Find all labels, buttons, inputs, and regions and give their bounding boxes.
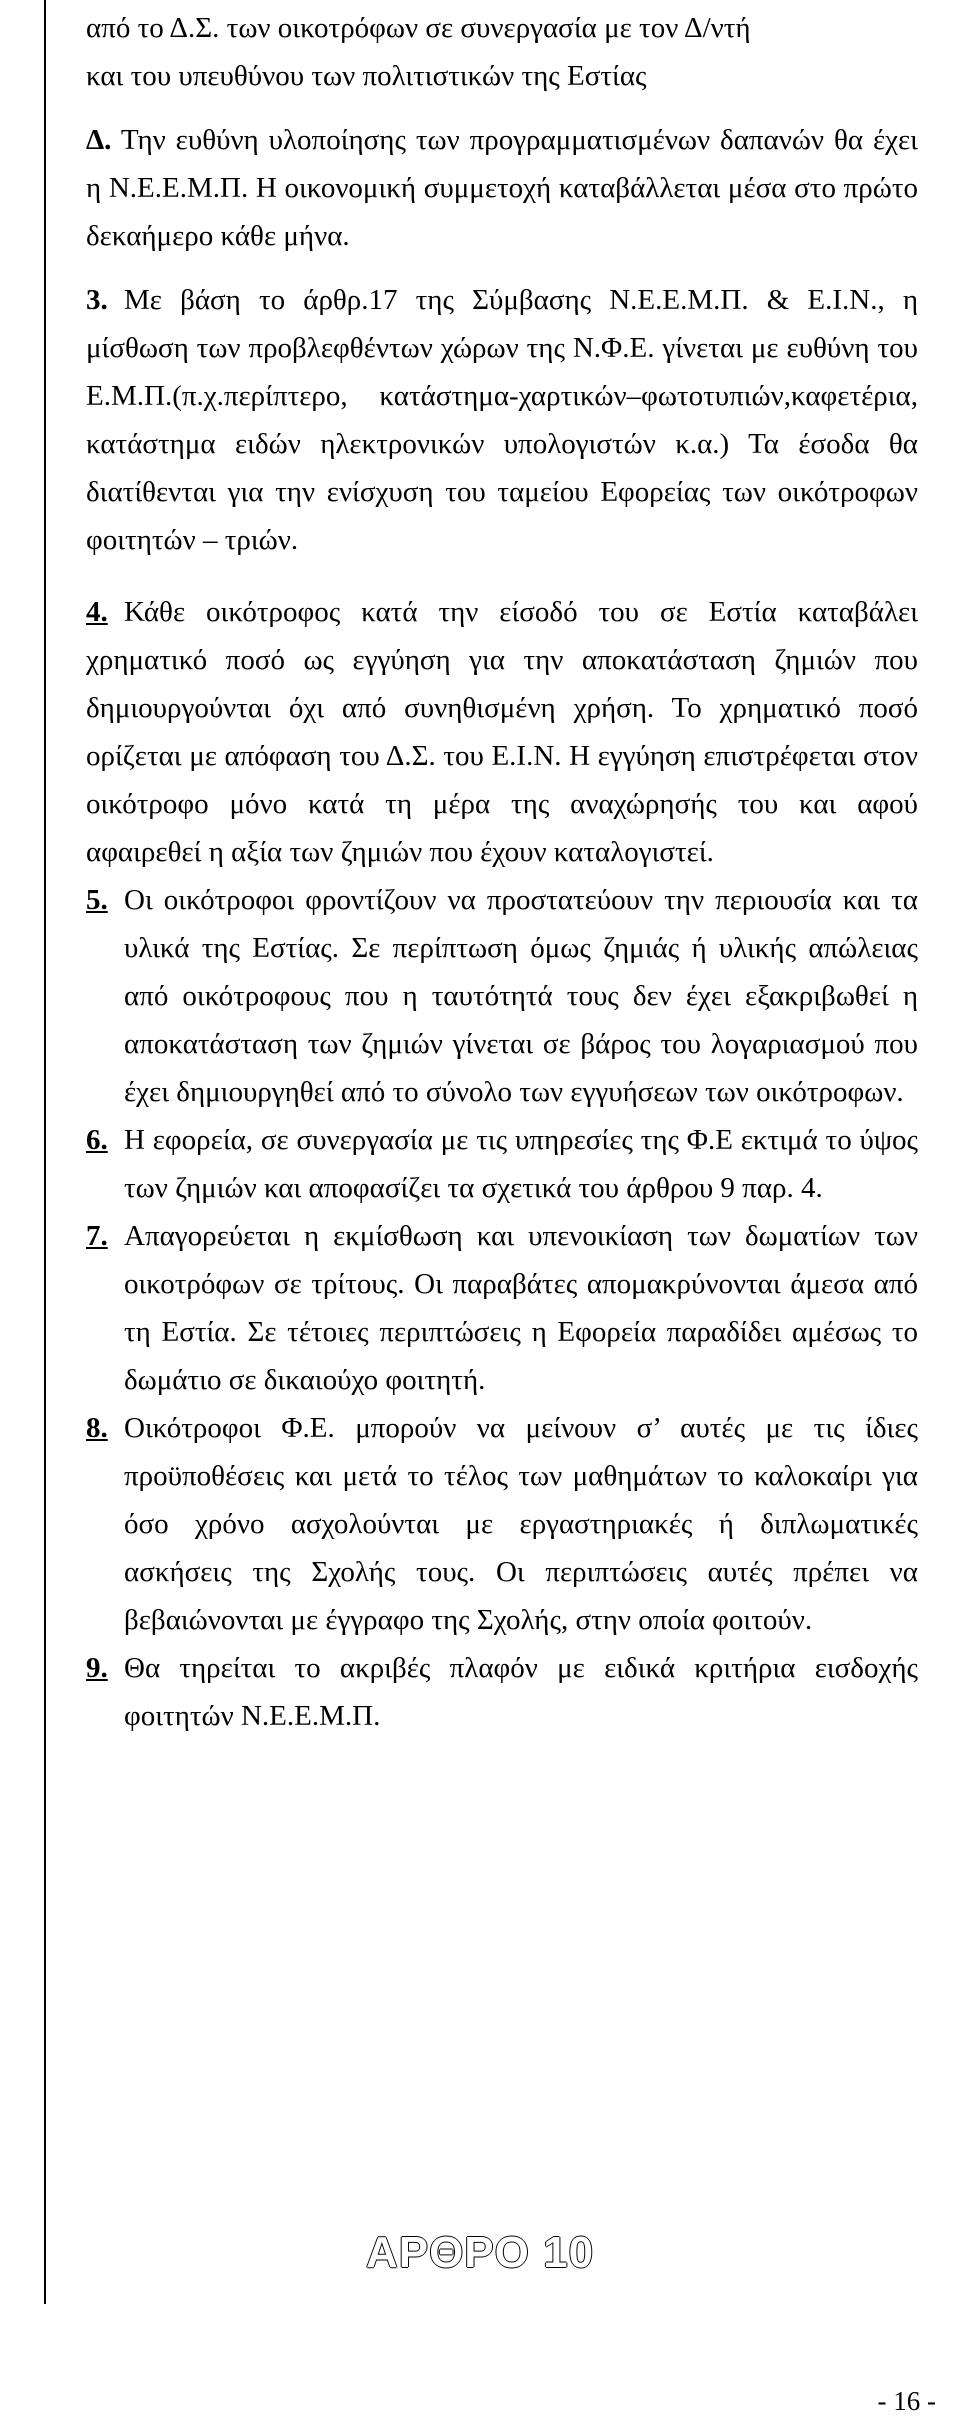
item-number: 7.: [86, 1220, 108, 1252]
item-number: 5.: [86, 884, 108, 916]
article-item-3: [86, 276, 918, 564]
delta-text: Την ευθύνη υλοποίησης των προγραμματισμένων δαπανών θα έχει η Ν.Ε.Ε.Μ.Π. Η οικονομική συμμετοχή καταβάλλεται μέσα στο πρώτο δεκαήμερο κάθε μήνα.: [86, 124, 918, 252]
page-number: - 16 -: [877, 2386, 936, 2416]
article-item-4: [86, 588, 918, 876]
article-item-5: [86, 876, 918, 1116]
item-text: Θα τηρείται το ακριβές πλαφόν με ειδικά κριτήρια εισδοχής φοιτητών Ν.Ε.Ε.Μ.Π.: [124, 1652, 918, 1732]
item-number: 6.: [86, 1124, 108, 1156]
item-number: 8.: [86, 1412, 108, 1444]
delta-paragraph: [86, 116, 918, 260]
article-heading-text: ΑΡΘΡΟ 10: [365, 2228, 595, 2277]
item-text: Κάθε οικότροφος κατά την είσοδό του σε Εστία καταβάλει χρηματικό ποσό ως εγγύηση για την αποκατάσταση ζημιών που δημιουργούνται όχι από συνηθισμένη χρήση. Το χρηματικό ποσό ορίζεται με απόφαση του Δ.Σ. του Ε.Ι.Ν. Η εγγύηση επιστρέφεται στον οικότροφο μόνο κατά τη μέρα της αναχώρησής του και αφού αφαιρεθεί η αξία των ζημιών που έχουν καταλογιστεί.: [86, 596, 918, 868]
left-margin-rule: [44, 0, 46, 2304]
article-heading: [0, 2228, 960, 2278]
intro-line-1: από το Δ.Σ. των οικοτρόφων σε συνεργασία με τον Δ/ντή: [86, 12, 751, 44]
article-item-6: [86, 1116, 918, 1212]
item-text: Η εφορεία, σε συνεργασία με τις υπηρεσίες της Φ.Ε εκτιμά το ύψος των ζημιών και αποφασίζει τα σχετικά του άρθρου 9 παρ. 4.: [124, 1124, 918, 1204]
item-text: Απαγορεύεται η εκμίσθωση και υπενοικίαση των δωματίων των οικοτρόφων σε τρίτους. Οι παραβάτες απομακρύνονται άμεσα από τη Εστία. Σε τέτοιες περιπτώσεις η Εφορεία παραδίδει αμέσως το δωμάτιο σε δικαιούχο φοιτητή.: [124, 1220, 918, 1396]
document-body: [86, 0, 918, 1740]
item-text: Οι οικότροφοι φροντίζουν να προστατεύουν την περιουσία και τα υλικά της Εστίας. Σε περίπτωση όμως ζημιάς ή υλικής απώλειας από οικότροφους που η ταυτότητά τους δεν έχει εξακριβωθεί η αποκατάσταση των ζημιών γίνεται σε βάρος του λογαριασμού που έχει δημιουργηθεί από το σύνολο των εγγυήσεων των οικότροφων.: [124, 884, 918, 1108]
intro-line-2: και του υπευθύνου των πολιτιστικών της Εστίας: [86, 60, 647, 92]
item-text: Με βάση το άρθρ.17 της Σύμβασης Ν.Ε.Ε.Μ.Π. & Ε.Ι.Ν., η μίσθωση των προβλεφθέντων χώρων της Ν.Φ.Ε. γίνεται με ευθύνη του Ε.Μ.Π.(π.χ.περίπτερο, κατάστημα-χαρτικών–φωτοτυπιών,καφετέρια, κατάστημα ειδών ηλεκτρονικών υπολογιστών κ.α.) Τα έσοδα θα διατίθενται για την ενίσχυση του ταμείου Εφορείας των οικότροφων φοιτητών – τριών.: [86, 284, 918, 556]
item-number: 3.: [86, 284, 108, 316]
item-text: Οικότροφοι Φ.Ε. μπορούν να μείνουν σ’ αυτές με τις ίδιες προϋποθέσεις και μετά το τέλος των μαθημάτων το καλοκαίρι για όσο χρόνο ασχολούνται με εργαστηριακές ή διπλωματικές ασκήσεις της Σχολής τους. Οι περιπτώσεις αυτές πρέπει να βεβαιώνονται με έγγραφο της Σχολής, στην οποία φοιτούν.: [124, 1412, 918, 1636]
delta-label: Δ.: [86, 124, 112, 156]
item-number: 9.: [86, 1652, 108, 1684]
intro-paragraph: [86, 4, 918, 100]
item-number: 4.: [86, 596, 108, 628]
article-item-8: [86, 1404, 918, 1644]
article-item-7: [86, 1212, 918, 1404]
article-item-9: [86, 1644, 918, 1740]
